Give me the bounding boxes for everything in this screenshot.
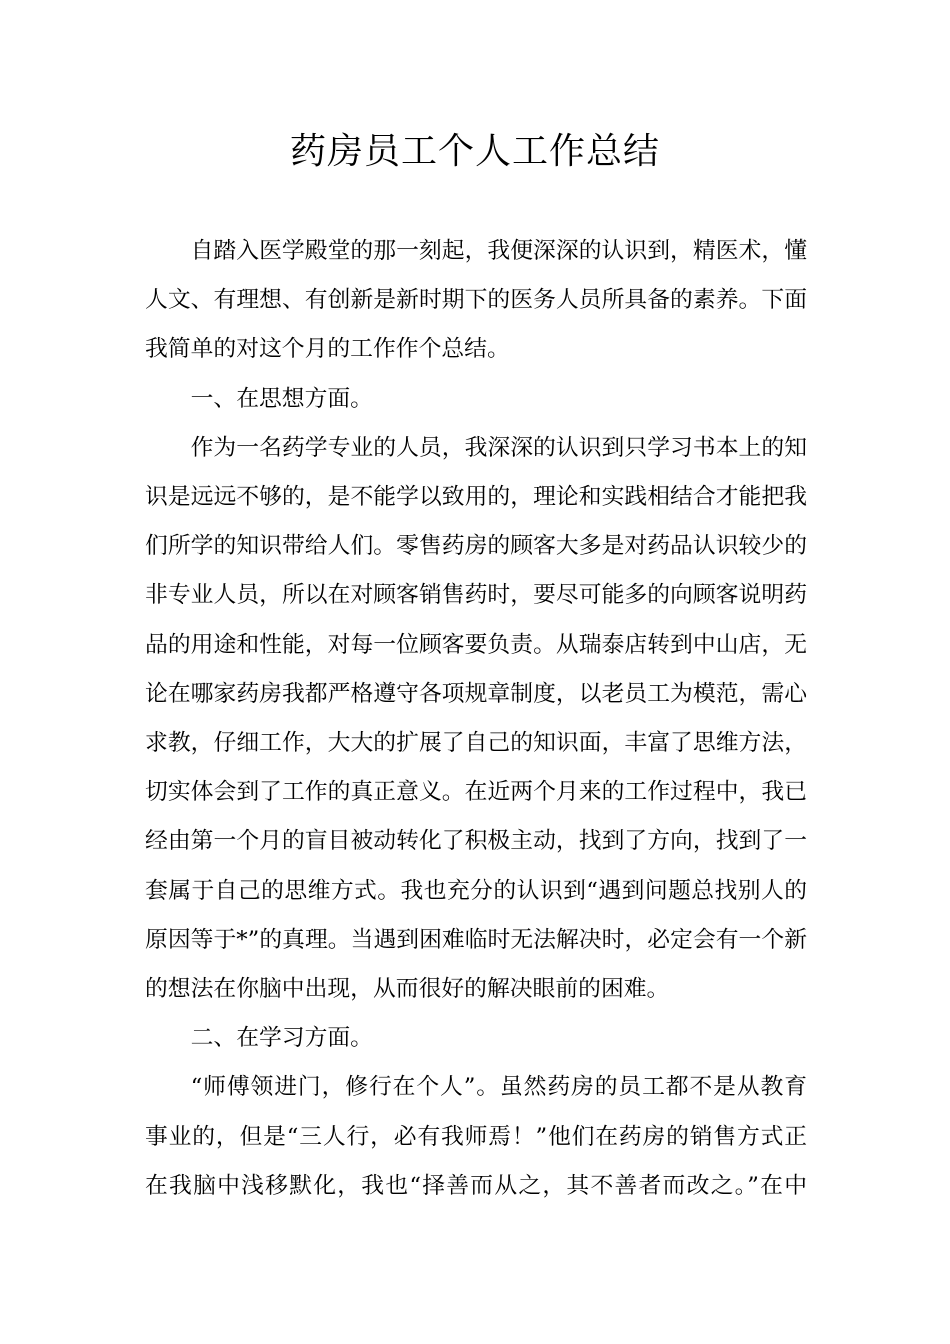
text-line: 品的用途和性能，对每一位顾客要负责。从瑞泰店转到中山店，无 bbox=[145, 631, 807, 658]
text-line: 二、在学习方面。 bbox=[190, 1025, 373, 1052]
text-line: “师傅领进门，修行在个人”。虽然药房的员工都不是从教育 bbox=[190, 1074, 807, 1101]
text-line: 们所学的知识带给人们。零售药房的顾客大多是对药品认识较少的 bbox=[145, 533, 807, 560]
document-body bbox=[145, 227, 807, 1211]
text-line: 原因等于*”的真理。当遇到困难临时无法解决时，必定会有一个新 bbox=[145, 926, 807, 953]
text-line: 在我脑中浅移默化，我也“择善而从之，其不善者而改之。”在中 bbox=[145, 1172, 807, 1199]
text-line: 我简单的对这个月的工作作个总结。 bbox=[145, 336, 510, 363]
text-line: 非专业人员，所以在对顾客销售药时，要尽可能多的向顾客说明药 bbox=[145, 582, 807, 609]
paragraph-thought bbox=[145, 424, 807, 1014]
paragraph-study bbox=[145, 1063, 807, 1211]
text-line: 经由第一个月的盲目被动转化了积极主动，找到了方向，找到了一 bbox=[145, 828, 807, 855]
text-line: 切实体会到了工作的真正意义。在近两个月来的工作过程中，我已 bbox=[145, 779, 807, 806]
paragraph-intro bbox=[145, 227, 807, 375]
section-heading-thought bbox=[145, 375, 807, 424]
text-line: 人文、有理想、有创新是新时期下的医务人员所具备的素养。下面 bbox=[145, 287, 807, 314]
text-line: 论在哪家药房我都严格遵守各项规章制度，以老员工为模范，需心 bbox=[145, 680, 807, 707]
text-line: 作为一名药学专业的人员，我深深的认识到只学习书本上的知 bbox=[190, 434, 807, 461]
text-line: 事业的，但是“三人行，必有我师焉！”他们在药房的销售方式正 bbox=[145, 1123, 807, 1150]
section-heading-study bbox=[145, 1014, 807, 1063]
text-line: 一、在思想方面。 bbox=[190, 385, 373, 412]
text-line: 套属于自己的思维方式。我也充分的认识到“遇到问题总找别人的 bbox=[145, 877, 807, 904]
document-title: 药房员工个人工作总结 bbox=[289, 131, 660, 172]
text-line: 求教，仔细工作，大大的扩展了自己的知识面，丰富了思维方法， bbox=[145, 730, 807, 757]
text-line: 的想法在你脑中出现，从而很好的解决眼前的困难。 bbox=[145, 976, 670, 1003]
text-line: 自踏入医学殿堂的那一刻起，我便深深的认识到，精医术，懂 bbox=[190, 238, 807, 264]
text-line: 识是远远不够的，是不能学以致用的，理论和实践相结合才能把我 bbox=[145, 484, 807, 511]
